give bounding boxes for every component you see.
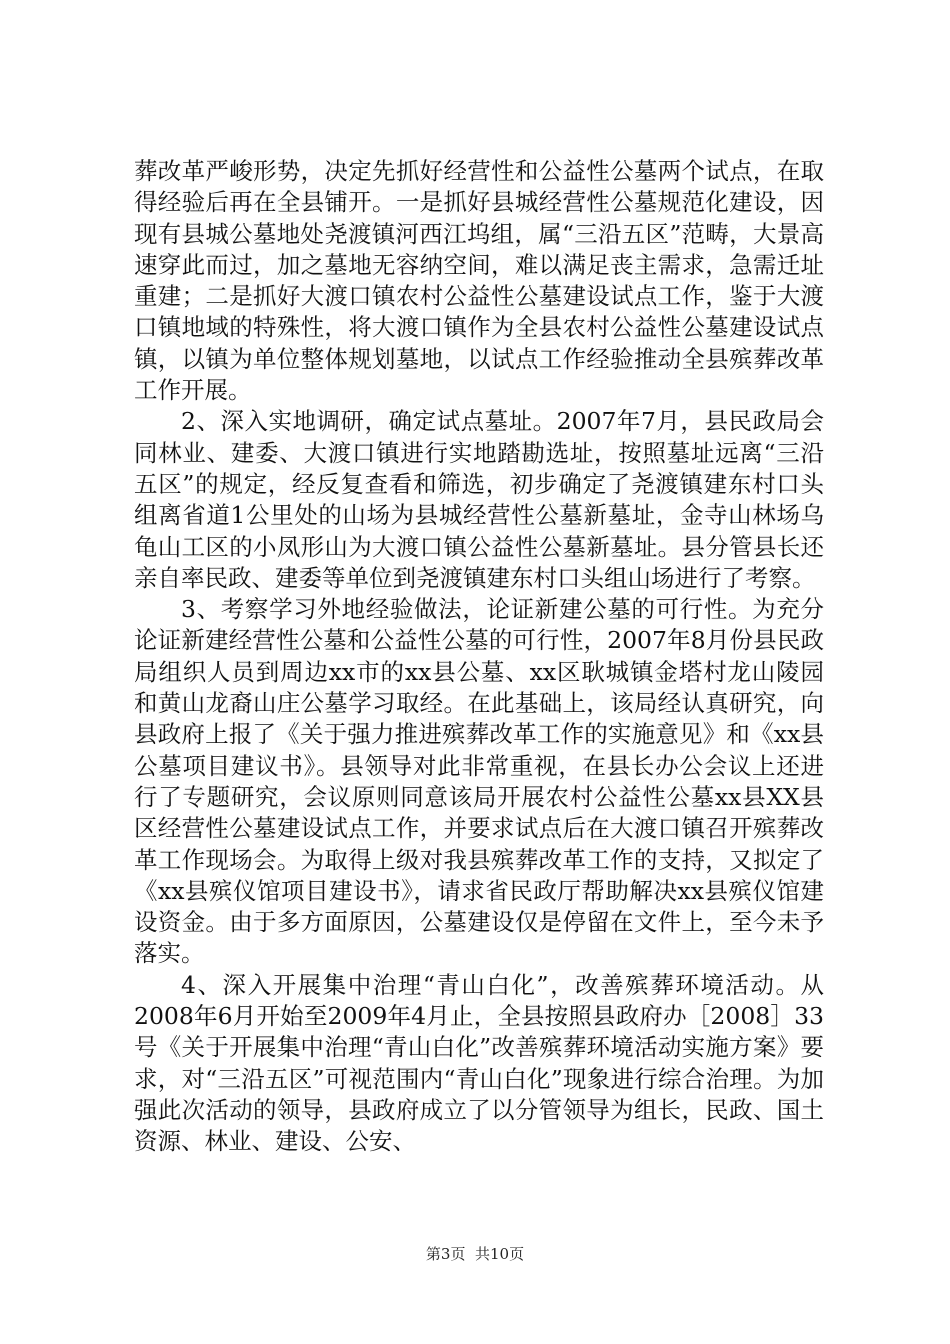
page-footer — [0, 1243, 950, 1264]
paragraph-item-2: 2、深入实地调研，确定试点墓址。2007年7月，县民政局会同林业、建委、大渡口镇进行实地踏勘选址，按照墓址远离“三沿五区”的规定，经反复查看和筛选，初步确定了尧渡镇建东村口头组离省道1公里处的山场为县城经营性公墓新墓址，金寺山林场乌龟山工区的小凤形山为大渡口镇公益性公墓新墓址。县分管县长还亲自率民政、建委等单位到尧渡镇建东村口头组山场进行了考察。 — [134, 407, 824, 592]
document-body — [134, 156, 824, 1158]
paragraph-item-4: 4、深入开展集中治理“青山白化”，改善殡葬环境活动。从2008年6月开始至2009年4月止，全县按照县政府办［2008］33号《关于开展集中治理“青山白化”改善殡葬环境活动实施方案》要求，对“三沿五区”可视范围内“青山白化”现象进行综合治理。为加强此次活动的领导，县政府成立了以分管领导为组长，民政、国土资源、林业、建设、公安、 — [134, 970, 824, 1156]
paragraph-item-3: 3、考察学习外地经验做法，论证新建公墓的可行性。为充分论证新建经营性公墓和公益性公墓的可行性，2007年8月份县民政局组织人员到周边xx市的xx县公墓、xx区耿城镇金塔村龙山陵园和黄山龙裔山庄公墓学习取经。在此基础上，该局经认真研究，向县政府上报了《关于强力推进殡葬改革工作的实施意见》和《xx县公墓项目建议书》。县领导对此非常重视，在县长办公会议上还进行了专题研究，会议原则同意该局开展农村公益性公墓xx县XX县区经营性公墓建设试点工作，并要求试点后在大渡口镇召开殡葬改革工作现场会。为取得上级对我县殡葬改革工作的支持，又拟定了《xx县殡仪馆项目建设书》，请求省民政厅帮助解决xx县殡仪馆建设资金。由于多方面原因，公墓建设仅是停留在文件上，至今未予落实。 — [134, 595, 824, 968]
paragraph-continuation: 葬改革严峻形势，决定先抓好经营性和公益性公墓两个试点，在取得经验后再在全县铺开。一是抓好县城经营性公墓规范化建设，因现有县城公墓地处尧渡镇河西江坞组，属“三沿五区”范畴，大景高速穿此而过，加之墓地无容纳空间，难以满足丧主需求，急需迁址重建；二是抓好大渡口镇农村公益性公墓建设试点工作，鉴于大渡口镇地域的特殊性，将大渡口镇作为全县农村公益性公墓建设试点镇，以镇为单位整体规划墓地，以试点工作经验推动全县殡葬改革工作开展。 — [134, 157, 824, 405]
page-number-label: 第3页 共10页 — [425, 1245, 525, 1263]
